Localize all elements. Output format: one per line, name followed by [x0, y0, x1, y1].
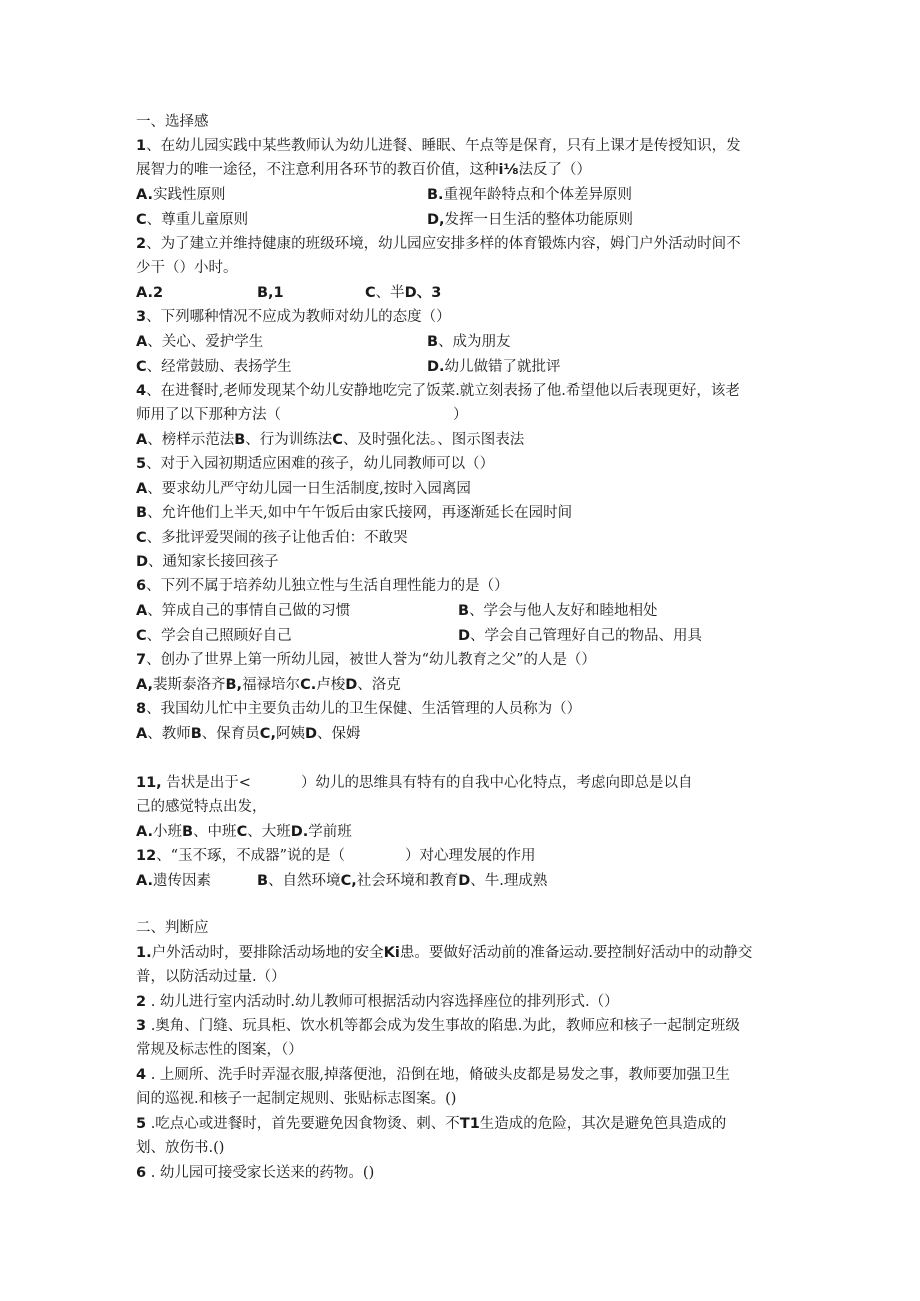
- j3-stem: 3 .奥角、门缝、玩具柜、饮水机等都会成为发生事故的陷患.为此，教师应和核子一起制定班级: [136, 1018, 740, 1034]
- q12-options: A.遗传因素 B、自然环境C,社会环境和教育D、牛.理成熟: [136, 873, 548, 889]
- q5-option-b: B、允许他们上半天,如中午午饭后由家氏接网，再逐渐延长在园时间: [136, 505, 573, 521]
- q2-stem: 2、为了建立并维持健康的班级环境，幼儿园应安排多样的体育锻炼内容，姆门户外活动时间不: [136, 236, 741, 252]
- q8-stem: 8、我国幼儿忙中主要负击幼儿的卫生保健、生活管理的人员称为（）: [136, 701, 582, 717]
- q3-option-b: B、成为朋友: [427, 334, 511, 350]
- q1-option-b: B.重视年龄特点和个体差异原则: [427, 187, 633, 203]
- q3-option-d: D.幼儿做错了就批评: [427, 359, 561, 375]
- j1-stem: 1.户外活动时，要排除活动场地的安全Ki患。要做好活动前的准备运动.要控制好活动中的动静交: [136, 945, 753, 961]
- j6-stem: 6 . 幼儿园可接受家长送来的药物。(): [136, 1165, 375, 1181]
- section1-title: 一、选择感: [136, 114, 209, 130]
- q6-option-d: D、学会自己管理好自己的物品、用具: [458, 628, 703, 644]
- q4-options: A、榜样示范法B、行为训练法C、及时强化法。、图示图表法: [136, 432, 525, 448]
- j4-stem-cont: 间的巡视.和核子一起制定规则、张贴标志图案。(): [136, 1091, 457, 1107]
- q6-stem: 6、下列不属于培养幼儿独立性与生活自理性能力的是（）: [136, 578, 509, 594]
- q4-stem-cont: 师用了以下那种方法（ ）: [136, 407, 468, 423]
- q11-stem-cont: 己的感觉特点出发，: [136, 799, 267, 815]
- q11-options: A.小班B、中班C、大班D.学前班: [136, 824, 352, 840]
- j4-stem: 4 . 上厕所、洗手时弄湿衣服,掉落便池，沿倒在地，脩破头皮都是易发之事，教师要加强卫生: [136, 1067, 731, 1083]
- q3-option-c: C、经常鼓励、表扬学生: [136, 359, 292, 375]
- q3-option-a: A、关心、爱护学生: [136, 334, 264, 350]
- q2-option-b: B,1: [257, 285, 284, 301]
- q6-option-a: A、笄成自己的事情自己做的习惯: [136, 603, 351, 619]
- q1-option-a: A.实践性原则: [136, 187, 226, 203]
- j1-stem-cont: 普，以防活动过量.（）: [136, 969, 286, 985]
- j5-stem: 5 .吃点心或进餐时，首先要避免因食物烫、刺、不T1生造成的危险，其次是避免笆具造成的: [136, 1116, 727, 1132]
- q2-option-a: A.2: [136, 285, 164, 301]
- q1-stem-cont: 展智力的唯一途径，不注意利用各环节的教百价值，这种i⅛法反了（）: [136, 162, 591, 178]
- q11-stem: 11, 告状是出于< ）幼儿的思维具有特有的自我中心化特点，考虑向即总是以自: [136, 775, 693, 791]
- q1-stem: 1、在幼儿园实践中某些教师认为幼儿进餐、睡眠、午点等是保育，只有上课才是传授知识，发: [136, 138, 741, 154]
- q5-option-c: C、多批评爱哭闹的孩子让他舌伯：不敢哭: [136, 530, 408, 546]
- q6-option-c: C、学会自己照顾好自己: [136, 628, 292, 644]
- j2-stem: 2 . 幼儿进行室内活动时.幼儿教师可根据活动内容选择座位的排列形式.（）: [136, 994, 619, 1010]
- j5-stem-cont: 划、放伤书.(): [136, 1140, 225, 1156]
- q2-option-c-d: C、半D、3: [365, 285, 442, 301]
- q5-option-a: A、要求幼儿严守幼儿园一日生活制度,按时入园离园: [136, 481, 471, 497]
- q12-stem: 12、“玉不琢，不成器”说的是（ ）对心理发展的作用: [136, 848, 536, 864]
- q6-option-b: B、学会与他人友好和睦地相处: [458, 603, 658, 619]
- q1-option-c: C、尊重儿童原则: [136, 212, 249, 228]
- q7-stem: 7、创办了世界上第一所幼儿园，被世人誉为“幼儿教育之父”的人是（）: [136, 652, 596, 668]
- q3-stem: 3、下列哪种情况不应成为教师对幼儿的态度（）: [136, 309, 451, 325]
- q4-stem: 4、在进餐时,老师发现某个幼儿安静地吃完了饭菜.就立刻表扬了他.希望他以后表现更好，该老: [136, 383, 740, 399]
- q5-stem: 5、对于入园初期适应困难的孩子，幼儿同教师可以（）: [136, 456, 495, 472]
- q2-stem-cont: 少干（）小时。: [136, 260, 238, 276]
- q7-options: A,裴斯泰洛齐B,福禄培尔C.卢梭D、洛克: [136, 677, 401, 693]
- q1-option-d: D,发挥一日生活的整体功能原则: [427, 212, 634, 228]
- q5-option-d: D、通知家长接回孩子: [136, 554, 279, 570]
- section2-title: 二、判断应: [136, 920, 209, 936]
- j3-stem-cont: 常规及标志性的图案，（）: [136, 1042, 303, 1058]
- q8-options: A、教师B、保育员C,阿姨D、保姆: [136, 726, 361, 742]
